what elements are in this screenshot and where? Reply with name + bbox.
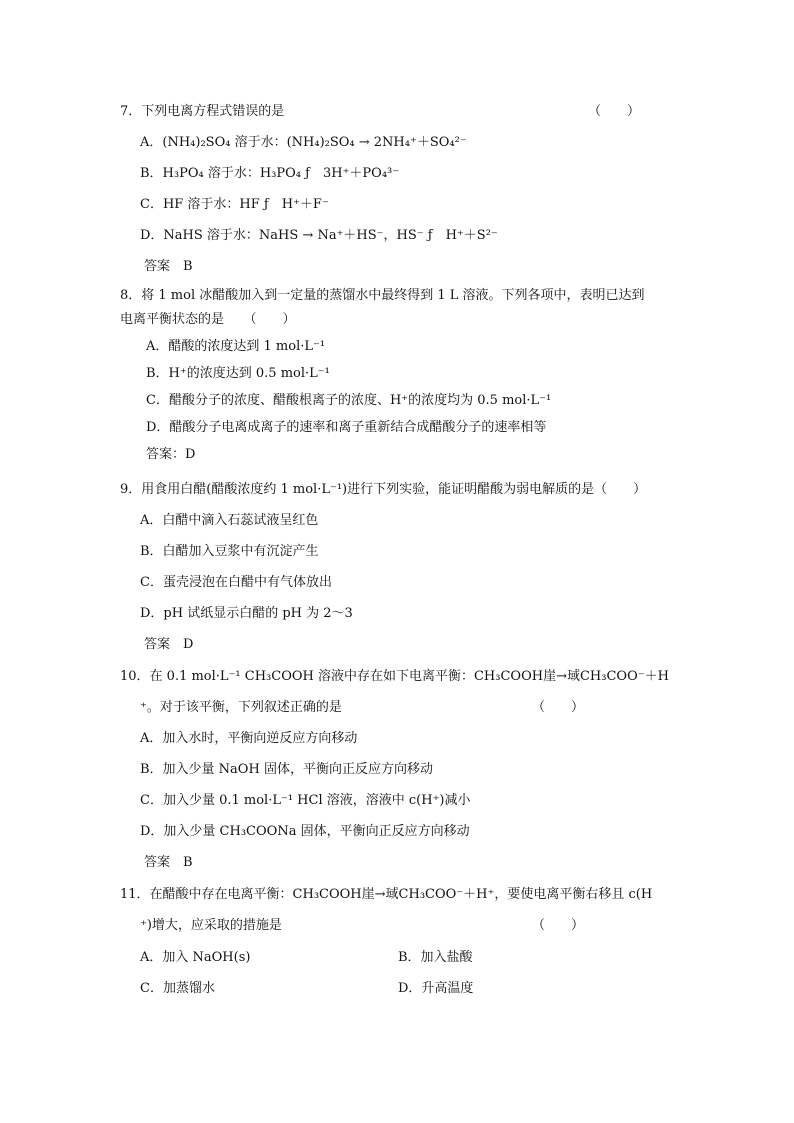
question-10-stem-line-1: 10．在 0.1 mol·L⁻¹ CH₃COOH 溶液中存在如下电离平衡：CH₃COOH崖→琙CH₃COO⁻＋H	[120, 669, 669, 684]
question-11-answer-bracket: （ ）	[532, 918, 585, 933]
question-8-option-a: A．醋酸的浓度达到 1 mol·L⁻¹	[146, 339, 326, 354]
question-10-option-c: C．加入少量 0.1 mol·L⁻¹ HCl 溶液，溶液中 c(H⁺)减小	[140, 793, 471, 808]
question-11-option-b: B．加入盐酸	[398, 950, 473, 965]
question-10-option-d: D．加入少量 CH₃COONa 固体，平衡向正反应方向移动	[140, 824, 470, 839]
question-8-stem-line-1: 8．将 1 mol 冰醋酸加入到一定量的蒸馏水中最终得到 1 L 溶液。下列各项中，表明已达到	[120, 288, 645, 303]
question-7-option-c: C．HF 溶于水：HF ƒ H⁺＋F⁻	[140, 197, 329, 212]
question-8-stem-line-2: 电离平衡状态的是 （ ）	[120, 312, 296, 327]
question-11-stem-line-2: ⁺)增大，应采取的措施是	[140, 918, 282, 933]
question-9-answer: 答案 D	[144, 637, 194, 652]
question-8-option-b: B．H⁺的浓度达到 0.5 mol·L⁻¹	[146, 366, 330, 381]
question-9-option-a: A．白醋中滴入石蕊试液呈红色	[140, 513, 319, 528]
question-7-stem: 7．下列电离方程式错误的是	[120, 104, 285, 119]
question-10-option-b: B．加入少量 NaOH 固体，平衡向正反应方向移动	[140, 762, 433, 777]
question-10-answer: 答案 B	[144, 855, 193, 870]
question-8-option-d: D．醋酸分子电离成离子的速率和离子重新结合成醋酸分子的速率相等	[146, 420, 547, 435]
question-9-stem: 9．用食用白醋(醋酸浓度约 1 mol·L⁻¹)进行下列实验，能证明醋酸为弱电解质的是（ ）	[120, 482, 647, 497]
question-8-option-c: C．醋酸分子的浓度、醋酸根离子的浓度、H⁺的浓度均为 0.5 mol·L⁻¹	[146, 393, 552, 408]
question-11-option-a: A．加入 NaOH(s)	[140, 950, 251, 965]
question-11-option-d: D．升高温度	[398, 981, 474, 996]
question-9-option-b: B．白醋加入豆浆中有沉淀产生	[140, 544, 319, 559]
question-7-option-d: D．NaHS 溶于水：NaHS → Na⁺＋HS⁻，HS⁻ ƒ H⁺＋S²⁻	[140, 228, 498, 243]
question-7-option-b: B．H₃PO₄ 溶于水：H₃PO₄ ƒ 3H⁺＋PO₄³⁻	[140, 166, 400, 181]
question-9-option-d: D．pH 试纸显示白醋的 pH 为 2～3	[140, 606, 353, 621]
question-10-answer-bracket: （ ）	[532, 700, 585, 715]
question-11-stem-line-1: 11．在醋酸中存在电离平衡：CH₃COOH崖→琙CH₃COO⁻＋H⁺，要使电离平衡右移且 c(H	[120, 887, 653, 902]
question-8-answer: 答案：D	[146, 447, 196, 462]
question-11-option-c: C．加蒸馏水	[140, 981, 215, 996]
question-10-option-a: A．加入水时，平衡向逆反应方向移动	[140, 731, 358, 746]
question-9-option-c: C．蛋壳浸泡在白醋中有气体放出	[140, 575, 332, 590]
question-7-answer: 答案 B	[144, 259, 193, 274]
question-7-answer-bracket: （ ）	[588, 104, 641, 119]
question-10-stem-line-2: ⁺。对于该平衡，下列叙述正确的是	[140, 700, 342, 715]
question-7-option-a: A．(NH₄)₂SO₄ 溶于水：(NH₄)₂SO₄ → 2NH₄⁺＋SO₄²⁻	[140, 135, 467, 150]
